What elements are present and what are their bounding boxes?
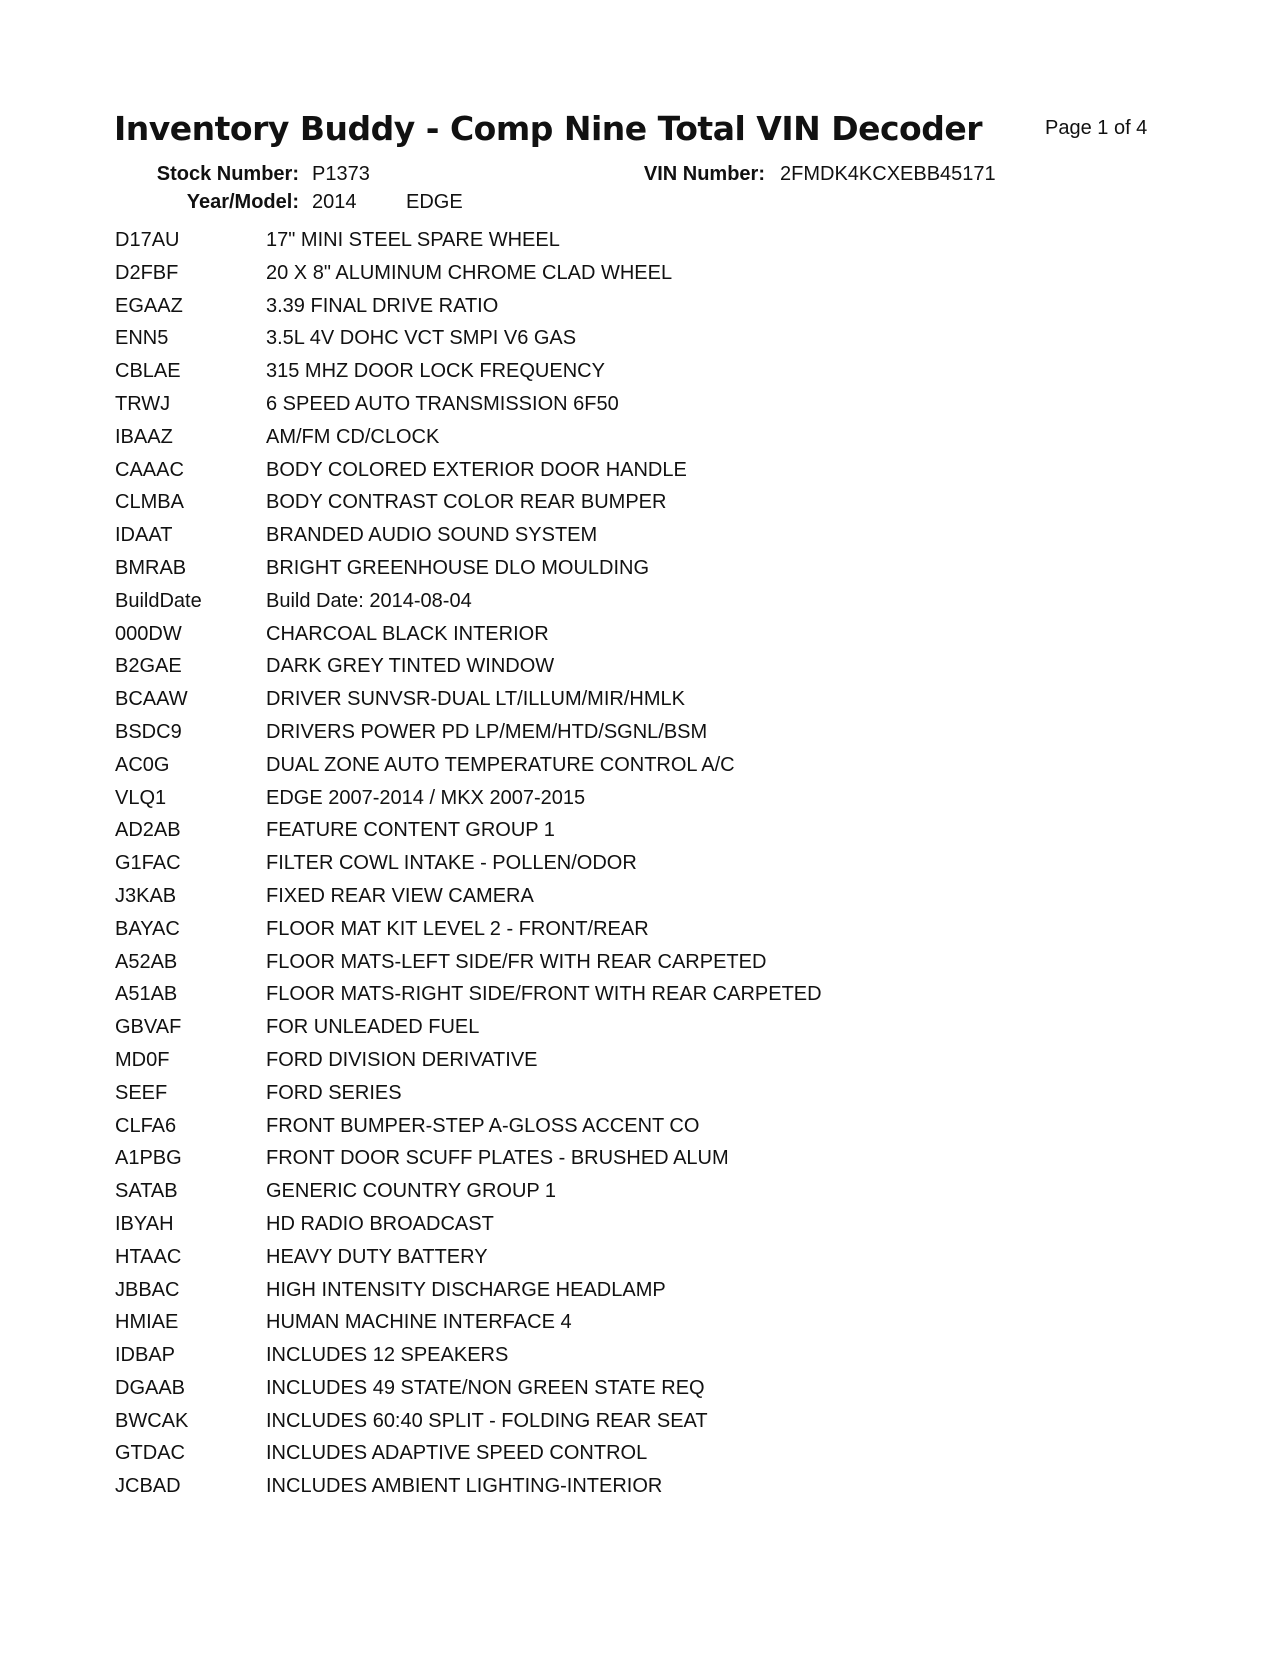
option-code: JBBAC [115,1278,180,1301]
option-code: A1PBG [115,1147,182,1170]
option-description: FLOOR MATS-RIGHT SIDE/FRONT WITH REAR CARPETED [266,983,822,1006]
option-row [115,983,1215,1016]
option-code: SATAB [115,1180,178,1203]
option-code: GBVAF [115,1016,182,1039]
option-row [115,688,1215,721]
option-row [115,1115,1215,1148]
option-description: HIGH INTENSITY DISCHARGE HEADLAMP [266,1278,666,1301]
option-row [115,557,1215,590]
option-row [115,754,1215,787]
option-description: FOR UNLEADED FUEL [266,1016,480,1039]
option-code: TRWJ [115,392,171,415]
option-description: 6 SPEED AUTO TRANSMISSION 6F50 [266,392,619,415]
option-code: IDBAP [115,1344,176,1367]
option-description: FLOOR MATS-LEFT SIDE/FR WITH REAR CARPETED [266,950,767,973]
option-code: AD2AB [115,819,181,842]
option-code: IBYAH [115,1212,174,1235]
option-row [115,491,1215,524]
option-description: BODY CONTRAST COLOR REAR BUMPER [266,491,667,514]
option-code: D2FBF [115,261,179,284]
option-row [115,1213,1215,1246]
option-code: GTDAC [115,1442,185,1465]
option-code: BSDC9 [115,720,182,743]
option-code: D17AU [115,229,180,251]
option-row [115,721,1215,754]
option-row [115,1180,1215,1213]
option-description: DRIVERS POWER PD LP/MEM/HTD/SGNL/BSM [266,720,708,743]
option-code: CLMBA [115,491,184,514]
report-title: Inventory Buddy - Comp Nine Total VIN Decoder [114,109,982,148]
option-code: B2GAE [115,655,182,678]
option-row [115,1410,1215,1443]
option-code: SEEF [115,1081,168,1104]
option-row [115,852,1215,885]
option-description: 315 MHZ DOOR LOCK FREQUENCY [266,360,605,383]
option-row [115,393,1215,426]
option-row [115,918,1215,951]
option-description: FORD DIVISION DERIVATIVE [266,1048,538,1071]
option-description: GENERIC COUNTRY GROUP 1 [266,1180,557,1203]
option-code: BMRAB [115,556,187,579]
model-value: EDGE [406,191,463,213]
option-code: BuildDate [115,589,202,612]
option-code: BCAAW [115,688,188,711]
option-description: INCLUDES AMBIENT LIGHTING-INTERIOR [266,1475,663,1498]
option-code: HTAAC [115,1245,182,1268]
option-row [115,819,1215,852]
option-description: HD RADIO BROADCAST [266,1212,494,1235]
option-row [115,1442,1215,1475]
option-description: FRONT DOOR SCUFF PLATES - BRUSHED ALUM [266,1147,729,1170]
option-description: HUMAN MACHINE INTERFACE 4 [266,1311,572,1334]
vin-number-label: VIN Number: [643,163,765,185]
option-row [115,360,1215,393]
option-description: 3.39 FINAL DRIVE RATIO [266,294,499,317]
option-code: ENN5 [115,327,169,350]
option-row [115,1049,1215,1082]
option-code: G1FAC [115,852,181,875]
stock-number-value: P1373 [312,163,370,185]
option-row [115,655,1215,688]
option-code: DGAAB [115,1376,186,1399]
option-description: FILTER COWL INTAKE - POLLEN/ODOR [266,852,637,875]
option-code: AC0G [115,753,170,776]
option-code: MD0F [115,1048,170,1071]
option-description: 17" MINI STEEL SPARE WHEEL [266,229,560,251]
option-description: BRIGHT GREENHOUSE DLO MOULDING [266,556,650,579]
option-row [115,1147,1215,1180]
option-row [115,590,1215,623]
option-code: CLFA6 [115,1114,177,1137]
option-description: FORD SERIES [266,1081,402,1104]
option-row [115,787,1215,820]
option-description: INCLUDES ADAPTIVE SPEED CONTROL [266,1442,648,1465]
option-code-list [115,229,1215,1508]
option-code: IBAAZ [115,425,173,448]
option-code: EGAAZ [115,294,183,317]
option-code: J3KAB [115,884,177,907]
year-value: 2014 [312,191,357,213]
option-code: A51AB [115,983,178,1006]
option-description: BODY COLORED EXTERIOR DOOR HANDLE [266,458,687,481]
option-row [115,1246,1215,1279]
option-row [115,1377,1215,1410]
option-description: 20 X 8" ALUMINUM CHROME CLAD WHEEL [266,261,673,284]
option-code: 000DW [115,622,182,645]
option-description: AM/FM CD/CLOCK [266,425,440,448]
option-description: FIXED REAR VIEW CAMERA [266,884,534,907]
option-description: INCLUDES 12 SPEAKERS [266,1344,509,1367]
option-row [115,951,1215,984]
option-row [115,262,1215,295]
option-row [115,623,1215,656]
option-description: INCLUDES 60:40 SPLIT - FOLDING REAR SEAT [266,1409,708,1432]
option-description: BRANDED AUDIO SOUND SYSTEM [266,524,598,547]
page-number: Page 1 of 4 [1045,117,1148,139]
option-row [115,295,1215,328]
option-row [115,1279,1215,1312]
option-description: Build Date: 2014-08-04 [266,589,472,612]
option-description: FLOOR MAT KIT LEVEL 2 - FRONT/REAR [266,917,649,940]
option-row [115,327,1215,360]
option-description: FRONT BUMPER-STEP A-GLOSS ACCENT CO [266,1114,700,1137]
option-description: INCLUDES 49 STATE/NON GREEN STATE REQ [266,1376,705,1399]
option-row [115,1082,1215,1115]
option-description: DUAL ZONE AUTO TEMPERATURE CONTROL A/C [266,753,735,776]
year-model-label: Year/Model: [186,191,299,213]
option-code: VLQ1 [115,786,167,809]
option-row [115,885,1215,918]
option-code: HMIAE [115,1311,179,1334]
option-description: DRIVER SUNVSR-DUAL LT/ILLUM/MIR/HMLK [266,688,685,711]
option-row [115,1016,1215,1049]
option-code: IDAAT [115,524,173,547]
option-row [115,459,1215,492]
stock-number-label: Stock Number: [156,163,299,185]
option-code: BWCAK [115,1409,189,1432]
option-row [115,524,1215,557]
option-code: CBLAE [115,360,181,383]
option-description: HEAVY DUTY BATTERY [266,1245,488,1268]
option-code: JCBAD [115,1475,181,1498]
option-code: BAYAC [115,917,180,940]
option-description: EDGE 2007-2014 / MKX 2007-2015 [266,786,586,809]
vin-number-value: 2FMDK4KCXEBB45171 [780,163,996,185]
option-description: CHARCOAL BLACK INTERIOR [266,622,549,645]
option-row [115,1344,1215,1377]
option-description: DARK GREY TINTED WINDOW [266,655,555,678]
option-row [115,229,1215,262]
option-description: FEATURE CONTENT GROUP 1 [266,819,555,842]
option-row [115,1311,1215,1344]
option-row [115,1475,1215,1508]
option-description: 3.5L 4V DOHC VCT SMPI V6 GAS [266,327,577,350]
option-code: CAAAC [115,458,184,481]
option-row [115,426,1215,459]
option-code: A52AB [115,950,178,973]
